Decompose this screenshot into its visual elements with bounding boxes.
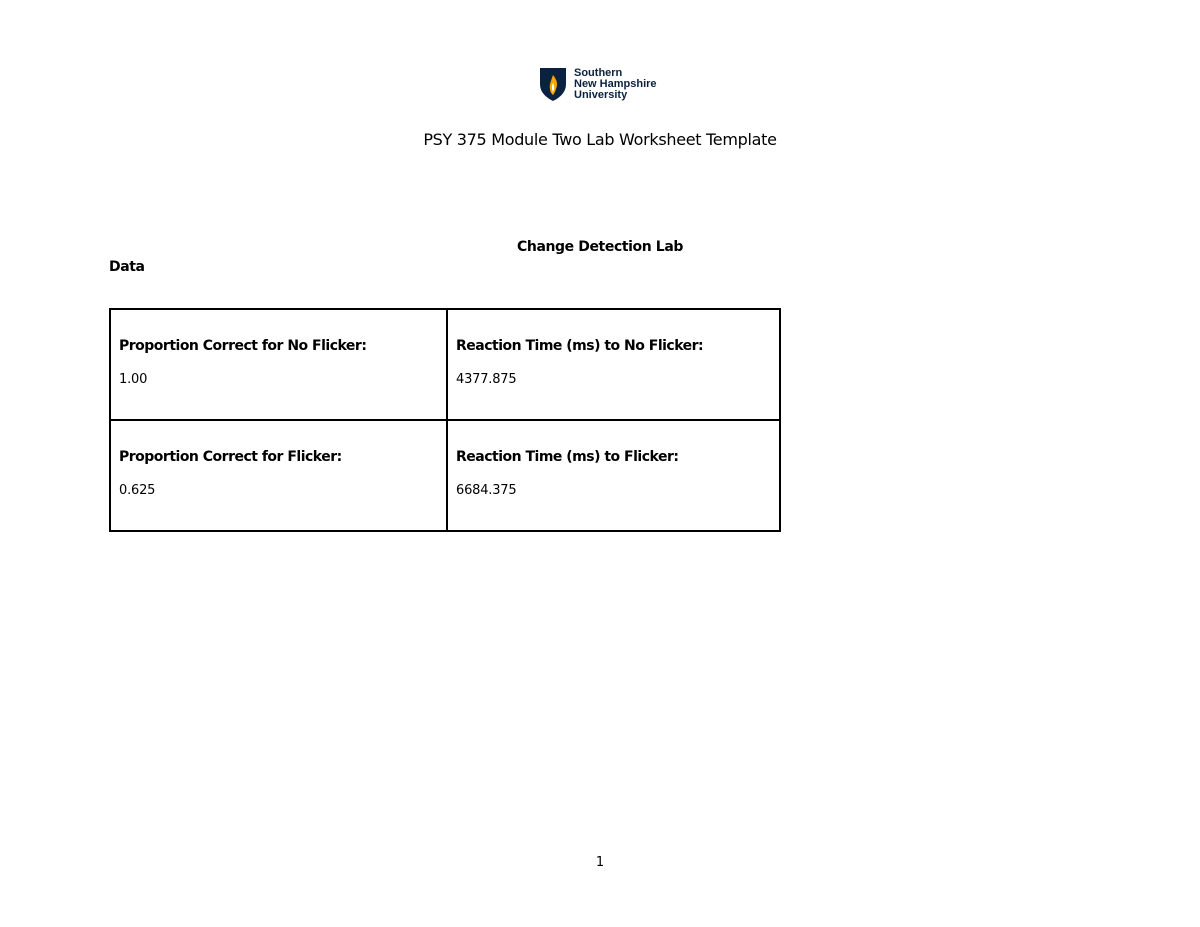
shield-flame-icon [538,66,568,102]
data-heading: Data [109,259,145,275]
results-table [109,308,781,532]
lab-title: Change Detection Lab [517,239,683,255]
logo-line-1: Southern [574,66,623,79]
cell-label: Proportion Correct for Flicker: [119,449,342,465]
table-cell[interactable] [447,309,780,420]
logo-line-2: New Hampshire [574,77,657,90]
snhu-logo [538,64,668,104]
table-row [110,309,780,420]
logo-line-3: University [574,88,628,101]
cell-value: 1.00 [119,372,148,387]
table-cell[interactable] [110,309,447,420]
document-title: PSY 375 Module Two Lab Worksheet Template [423,130,777,149]
table-cell[interactable] [447,420,780,531]
cell-value: 0.625 [119,483,156,498]
cell-value: 4377.875 [456,372,517,387]
table-cell[interactable] [110,420,447,531]
cell-label: Reaction Time (ms) to Flicker: [456,449,679,465]
logo-wordmark [574,68,657,101]
page-number: 1 [595,855,605,870]
cell-label: Proportion Correct for No Flicker: [119,338,367,354]
cell-label: Reaction Time (ms) to No Flicker: [456,338,704,354]
table-row [110,420,780,531]
cell-value: 6684.375 [456,483,517,498]
